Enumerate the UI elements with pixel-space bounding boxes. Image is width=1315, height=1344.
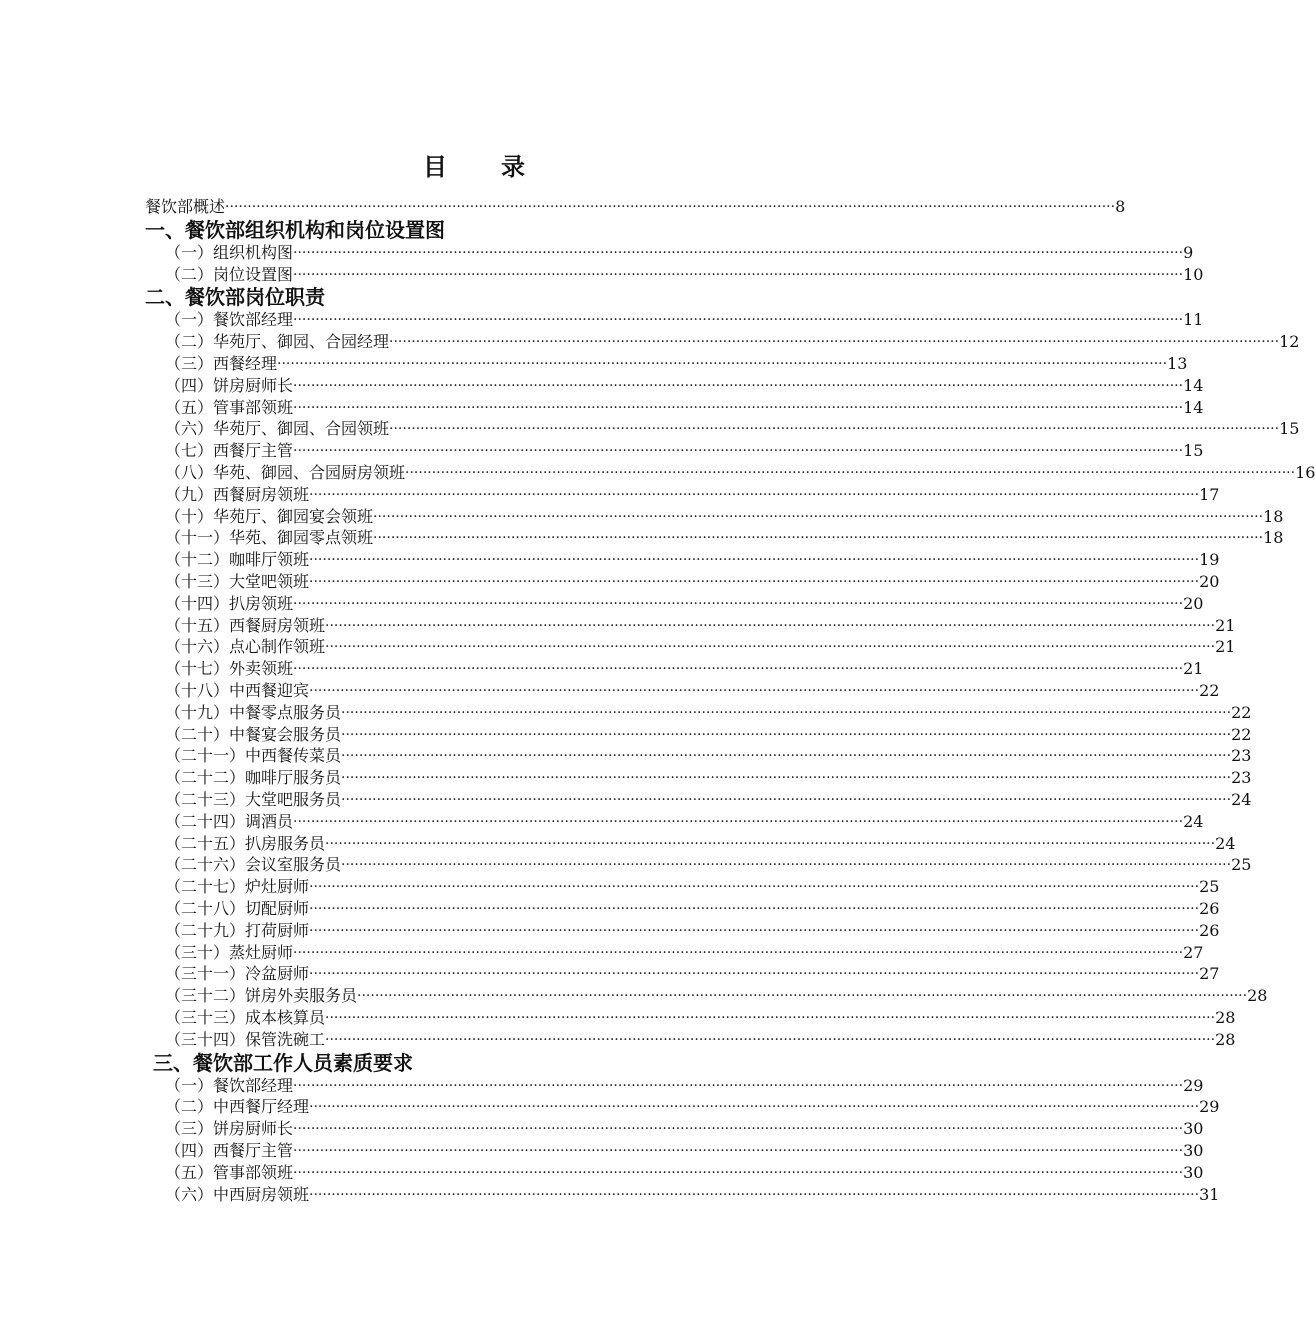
- toc-entry[interactable]: [165, 264, 1204, 286]
- dot-leader: ········································································································································································································: [325, 617, 1216, 634]
- toc-entry-label: 餐饮部概述: [145, 197, 226, 216]
- toc-entry[interactable]: [165, 242, 1194, 264]
- toc-entry[interactable]: [165, 1029, 1236, 1051]
- toc-entry-label: （二十一）中西餐传菜员: [165, 746, 342, 766]
- dot-leader: ········································································································································································································: [341, 704, 1232, 721]
- toc-section-heading[interactable]: 一、餐饮部组织机构和岗位设置图: [145, 217, 445, 242]
- toc-entry[interactable]: [165, 571, 1220, 593]
- dot-leader: ········································································································································································································: [309, 1099, 1200, 1116]
- toc-entry[interactable]: [165, 724, 1252, 746]
- dot-leader: ········································································································································································································: [341, 748, 1232, 765]
- toc-entry-page-number: 21: [1215, 637, 1236, 657]
- toc-entry[interactable]: [165, 898, 1220, 920]
- toc-entry[interactable]: [165, 1162, 1204, 1184]
- dot-leader: ········································································································································································································: [357, 988, 1248, 1005]
- toc-entry-label: （七）西餐厅主管: [165, 441, 294, 461]
- toc-entry[interactable]: [165, 462, 1315, 484]
- toc-entry-label: （十二）咖啡厅领班: [165, 550, 310, 570]
- toc-entry-page-number: 28: [1247, 986, 1268, 1006]
- toc-entry-page-number: 29: [1183, 1075, 1204, 1095]
- toc-entry[interactable]: [165, 1007, 1236, 1029]
- toc-entry-page-number: 24: [1215, 833, 1236, 853]
- toc-entry-page-number: 23: [1231, 746, 1252, 766]
- toc-entry-page-number: 22: [1231, 724, 1252, 744]
- toc-entry[interactable]: [165, 331, 1300, 353]
- toc-entry-label: （五）管事部领班: [165, 1162, 294, 1182]
- toc-entry-page-number: 22: [1231, 702, 1252, 722]
- toc-entry[interactable]: [165, 527, 1284, 549]
- toc-entry[interactable]: [165, 789, 1252, 811]
- toc-entry[interactable]: [165, 309, 1204, 331]
- toc-entry-page-number: 27: [1199, 964, 1220, 984]
- dot-leader: ········································································································································································································: [293, 1143, 1184, 1159]
- toc-entry-label: （九）西餐厨房领班: [165, 484, 310, 504]
- toc-entry-page-number: 22: [1199, 681, 1220, 700]
- dot-leader: ········································································································································································································: [309, 552, 1200, 569]
- dot-leader: ········································································································································································································: [325, 835, 1216, 852]
- toc-entry-page-number: 15: [1183, 441, 1204, 461]
- toc-entry-label: （十三）大堂吧领班: [165, 572, 310, 591]
- toc-entry-page-number: 26: [1199, 899, 1220, 918]
- toc-entry-page-number: 26: [1199, 920, 1220, 940]
- toc-entry[interactable]: [165, 963, 1220, 985]
- toc-entry-page-number: 31: [1199, 1184, 1220, 1204]
- toc-entry-page-number: 24: [1183, 811, 1204, 831]
- dot-leader: ········································································································································································································: [389, 421, 1280, 438]
- toc-entry[interactable]: [165, 418, 1300, 440]
- toc-entry[interactable]: [165, 1184, 1220, 1206]
- toc-entry-label: （二十）中餐宴会服务员: [165, 724, 342, 744]
- toc-entry[interactable]: [165, 833, 1236, 855]
- toc-entry-page-number: 14: [1183, 397, 1204, 417]
- toc-entry-label: （二十八）切配厨师: [165, 899, 310, 918]
- toc-entry-label: （十一）华苑、御园零点领班: [165, 528, 374, 548]
- dot-leader: ········································································································································································································: [293, 399, 1184, 416]
- toc-entry[interactable]: [165, 702, 1252, 724]
- dot-leader: ········································································································································································································: [309, 922, 1200, 939]
- toc-entry-page-number: 15: [1279, 419, 1300, 439]
- toc-entry-label: （十）华苑厅、御园宴会领班: [165, 506, 374, 526]
- toc-entry[interactable]: [165, 658, 1204, 680]
- toc-entry-label: （二）中西餐厅经理: [165, 1097, 310, 1117]
- toc-entry[interactable]: [165, 767, 1252, 789]
- toc-entry-label: （四）饼房厨师长: [165, 375, 294, 395]
- toc-entry-label: （二十二）咖啡厅服务员: [165, 768, 342, 788]
- dot-leader: ········································································································································································································: [293, 443, 1184, 460]
- dot-leader: ········································································································································································································: [309, 966, 1200, 983]
- page-title: [0, 147, 950, 182]
- dot-leader: ········································································································································································································: [373, 508, 1264, 525]
- toc-entry-label: （三十三）成本核算员: [165, 1008, 326, 1027]
- toc-entry[interactable]: [165, 680, 1220, 702]
- dot-leader: ········································································································································································································: [293, 377, 1184, 394]
- toc-entry-page-number: 10: [1183, 264, 1204, 284]
- dot-leader: ········································································································································································································: [277, 356, 1168, 372]
- toc-entry-label: （十七）外卖领班: [165, 659, 294, 679]
- dot-leader: ········································································································································································································: [325, 639, 1216, 656]
- toc-entry[interactable]: [165, 375, 1204, 397]
- toc-entry[interactable]: [165, 549, 1220, 571]
- dot-leader: ········································································································································································································: [405, 465, 1296, 481]
- toc-entry-label: （三十一）冷盆厨师: [165, 964, 310, 984]
- toc-entry-label: （六）中西厨房领班: [165, 1184, 310, 1204]
- toc-entry-page-number: 19: [1199, 550, 1220, 570]
- dot-leader: ········································································································································································································: [293, 944, 1184, 961]
- toc-entry-page-number: 18: [1263, 506, 1284, 526]
- toc-entry-page-number: 30: [1183, 1162, 1204, 1182]
- dot-leader: ········································································································································································································: [293, 244, 1184, 261]
- toc-entry-label: （二十五）扒房服务员: [165, 833, 326, 853]
- toc-entry-page-number: 28: [1215, 1029, 1236, 1049]
- dot-leader: ········································································································································································································: [293, 813, 1184, 830]
- toc-entry-label: （六）华苑厅、御园、合园领班: [165, 419, 390, 439]
- title-char-2: 录: [501, 152, 527, 181]
- toc-entry-label: （三十四）保管洗碗工: [165, 1029, 326, 1049]
- toc-entry-label: （一）餐饮部经理: [165, 1075, 294, 1095]
- dot-leader: ········································································································································································································: [309, 683, 1200, 699]
- dot-leader: ········································································································································································································: [225, 199, 1116, 215]
- toc-entry-page-number: 21: [1183, 659, 1204, 679]
- toc-entry[interactable]: [165, 353, 1188, 375]
- toc-entry-label: （十四）扒房领班: [165, 593, 294, 613]
- toc-entry[interactable]: [165, 440, 1204, 462]
- toc-entry[interactable]: [165, 1118, 1204, 1140]
- toc-entry[interactable]: [165, 876, 1220, 898]
- toc-entry-page-number: 11: [1183, 310, 1204, 330]
- toc-entry-label: （二十三）大堂吧服务员: [165, 790, 342, 809]
- toc-entry-page-number: 21: [1215, 615, 1236, 635]
- toc-section-heading[interactable]: 三、餐饮部工作人员素质要求: [153, 1050, 413, 1075]
- toc-entry-label: （二十七）炉灶厨师: [165, 877, 310, 897]
- toc-entry-page-number: 23: [1231, 768, 1252, 788]
- dot-leader: ········································································································································································································: [293, 1164, 1184, 1181]
- toc-entry-page-number: 29: [1199, 1097, 1220, 1117]
- toc-entry-page-number: 8: [1115, 197, 1126, 216]
- toc-entry-label: （三十）蒸灶厨师: [165, 942, 294, 962]
- toc-entry-label: （四）西餐厅主管: [165, 1141, 294, 1160]
- dot-leader: ········································································································································································································: [293, 1121, 1184, 1138]
- toc-entry-page-number: 16: [1295, 463, 1315, 482]
- toc-entry-page-number: 18: [1263, 528, 1284, 548]
- toc-entry-page-number: 12: [1279, 332, 1300, 352]
- dot-leader: ········································································································································································································: [293, 1077, 1184, 1094]
- toc-entry-label: （十九）中餐零点服务员: [165, 702, 342, 722]
- toc-entry-page-number: 17: [1199, 484, 1220, 504]
- dot-leader: ········································································································································································································: [373, 530, 1264, 547]
- dot-leader: ········································································································································································································: [389, 334, 1280, 351]
- toc-entry-page-number: 20: [1183, 593, 1204, 613]
- toc-entry[interactable]: [165, 1096, 1220, 1118]
- toc-entry-label: （二）华苑厅、御园、合园经理: [165, 332, 390, 352]
- toc-entry[interactable]: [165, 593, 1204, 615]
- toc-entry-label: （八）华苑、御园、合园厨房领班: [165, 463, 406, 482]
- toc-entry-label: （十六）点心制作领班: [165, 637, 326, 657]
- toc-entry-label: （一）组织机构图: [165, 242, 294, 262]
- toc-entry[interactable]: [165, 615, 1236, 637]
- toc-entry[interactable]: [165, 506, 1284, 528]
- toc-section-heading[interactable]: 二、餐饮部岗位职责: [145, 285, 325, 310]
- toc-entry-label: （十五）西餐厨房领班: [165, 615, 326, 635]
- toc-entry-label: （五）管事部领班: [165, 397, 294, 417]
- toc-entry[interactable]: [165, 811, 1204, 833]
- toc-entry-page-number: 9: [1183, 242, 1194, 262]
- dot-leader: ········································································································································································································: [293, 266, 1184, 283]
- toc-entry-label: （二十九）打荷厨师: [165, 920, 310, 940]
- toc-entry-label: （二十四）调酒员: [165, 811, 294, 831]
- toc-entry[interactable]: [165, 1140, 1204, 1162]
- toc-entry[interactable]: [165, 985, 1268, 1007]
- dot-leader: ········································································································································································································: [325, 1010, 1216, 1026]
- toc-entry-label: （一）餐饮部经理: [165, 310, 294, 330]
- toc-entry-page-number: 30: [1183, 1141, 1204, 1160]
- toc-entry-page-number: 25: [1231, 855, 1252, 875]
- toc-entry[interactable]: [165, 397, 1204, 419]
- toc-entry-page-number: 25: [1199, 877, 1220, 897]
- dot-leader: ········································································································································································································: [341, 792, 1232, 808]
- toc-entry[interactable]: [165, 920, 1220, 942]
- toc-entry-page-number: 13: [1167, 354, 1188, 373]
- toc-entry-label: （三）饼房厨师长: [165, 1119, 294, 1139]
- dot-leader: ········································································································································································································: [309, 879, 1200, 896]
- toc-entry[interactable]: [165, 636, 1236, 658]
- dot-leader: ········································································································································································································: [293, 595, 1184, 612]
- dot-leader: ········································································································································································································: [341, 770, 1232, 787]
- dot-leader: ········································································································································································································: [309, 486, 1200, 503]
- dot-leader: ········································································································································································································: [293, 312, 1184, 329]
- toc-entry-label: （三）西餐经理: [165, 354, 278, 373]
- toc-entry[interactable]: [165, 854, 1252, 876]
- toc-entry-page-number: 24: [1231, 790, 1252, 809]
- dot-leader: ········································································································································································································: [309, 901, 1200, 917]
- toc-entry-label: （二）岗位设置图: [165, 264, 294, 284]
- dot-leader: ········································································································································································································: [325, 1031, 1216, 1048]
- dot-leader: ········································································································································································································: [341, 857, 1232, 874]
- toc-entry-page-number: 27: [1183, 942, 1204, 962]
- toc-entry-page-number: 28: [1215, 1008, 1236, 1027]
- dot-leader: ········································································································································································································: [309, 574, 1200, 590]
- toc-entry-label: （二十六）会议室服务员: [165, 855, 342, 875]
- toc-entry[interactable]: [165, 942, 1204, 964]
- toc-entry-page-number: 20: [1199, 572, 1220, 591]
- toc-entry-label: （三十二）饼房外卖服务员: [165, 986, 358, 1006]
- toc-entry-label: （十八）中西餐迎宾: [165, 681, 310, 700]
- dot-leader: ········································································································································································································: [341, 726, 1232, 743]
- toc-entry-page-number: 14: [1183, 375, 1204, 395]
- toc-entry[interactable]: [165, 1075, 1204, 1097]
- toc-entry-page-number: 30: [1183, 1119, 1204, 1139]
- toc-entry-intro[interactable]: [145, 196, 1126, 218]
- title-char-1: 目: [423, 152, 449, 181]
- toc-entry[interactable]: [165, 745, 1252, 767]
- toc-entry[interactable]: [165, 484, 1220, 506]
- dot-leader: ········································································································································································································: [309, 1186, 1200, 1203]
- dot-leader: ········································································································································································································: [293, 661, 1184, 678]
